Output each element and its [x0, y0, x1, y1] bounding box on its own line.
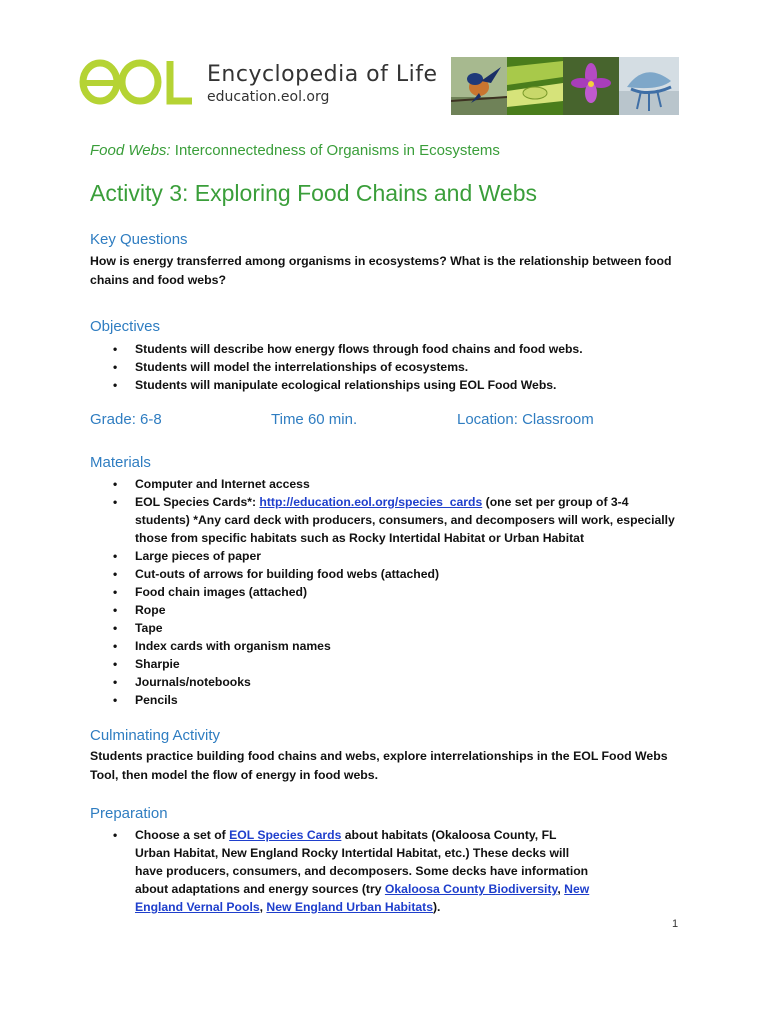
materials-heading: Materials — [90, 454, 151, 471]
activity-info-row — [90, 411, 690, 433]
key-questions-text: How is energy transferred among organisms in ecosystems? What is the relationship between food chains and food webs? — [90, 254, 672, 287]
grade-label: Grade: — [90, 411, 136, 428]
preparation-text: about habitats (Okaloosa County, FL Urban Habitat, New England Rocky Intertidal Habitat, etc.) These decks will have producers, consumers, and decomposers. Some decks have information about adaptations and energy sources (try — [135, 828, 589, 896]
time-value: 60 min. — [307, 411, 358, 428]
vernal-pools-link[interactable]: New England Vernal Pools — [135, 882, 590, 914]
location-info — [457, 411, 594, 428]
eol-logo — [78, 56, 194, 108]
preparation-text: , — [557, 882, 565, 896]
subtitle-italic: Food Webs: — [90, 142, 171, 159]
page-title: Activity 3: Exploring Food Chains and Webs — [90, 180, 538, 206]
swallow-photo — [451, 57, 507, 115]
preparation-text: , — [259, 900, 267, 914]
list-item — [90, 826, 590, 916]
preparation-list — [90, 826, 590, 916]
brand-title: Encyclopedia of Life — [207, 62, 438, 87]
materials-item-text: EOL Species Cards*: — [135, 495, 260, 509]
preparation-text: Choose a set of — [135, 828, 230, 842]
list-item: • Food chain images (attached) — [90, 583, 680, 601]
jellyfish-photo — [619, 57, 679, 115]
preparation-text: ). — [433, 900, 441, 914]
list-item: • Students will manipulate ecological relationships using EOL Food Webs. — [90, 376, 630, 394]
materials-item-text: (one set per group of 3-4 students) *Any card deck with producers, consumers, and decomposers will work, especially those from specific habitats such as Rocky Intertidal Habitat or Urban Habitat — [135, 495, 675, 545]
list-item: • Large pieces of paper — [90, 547, 680, 565]
location-label: Location: — [457, 411, 518, 428]
okaloosa-biodiversity-link[interactable]: Okaloosa County Biodiversity — [384, 882, 558, 896]
frog-photo — [507, 57, 563, 115]
objectives-heading: Objectives — [90, 318, 161, 335]
list-item: • Pencils — [90, 691, 680, 709]
urban-habitats-link[interactable]: New England Urban Habitats — [266, 900, 433, 914]
eol-species-cards-link[interactable]: EOL Species Cards — [229, 828, 342, 842]
list-item: • Journals/notebooks — [90, 673, 680, 691]
orchid-photo — [563, 57, 619, 115]
document-subtitle — [90, 142, 500, 159]
time-info — [271, 411, 357, 428]
header-photo-strip — [451, 57, 679, 115]
list-item: • Computer and Internet access — [90, 475, 680, 493]
culminating-heading: Culminating Activity — [90, 727, 221, 744]
list-item: • Students will describe how energy flows through food chains and food webs. — [90, 340, 630, 358]
subtitle-rest: Interconnectedness of Organisms in Ecosystems — [174, 142, 500, 159]
list-item: • Cut-outs of arrows for building food webs (attached) — [90, 565, 680, 583]
list-item: • Rope — [90, 601, 680, 619]
grade-info — [90, 411, 162, 428]
culminating-text: Students practice building food chains and webs, explore interrelationships in the EOL Food Webs Tool, then model the flow of energy in food webs. — [90, 749, 668, 782]
key-questions-heading: Key Questions — [90, 231, 188, 248]
grade-value: 6-8 — [140, 411, 162, 428]
objectives-list — [90, 340, 630, 394]
list-item: • Index cards with organism names — [90, 637, 680, 655]
list-item — [90, 493, 680, 547]
preparation-heading: Preparation — [90, 805, 168, 822]
list-item: • Sharpie — [90, 655, 680, 673]
page-header — [78, 56, 680, 118]
time-label: Time — [271, 411, 304, 428]
location-value: Classroom — [522, 411, 594, 428]
species-cards-link[interactable]: http://education.eol.org/species_cards — [259, 495, 483, 509]
list-item: • Tape — [90, 619, 680, 637]
materials-list — [90, 475, 680, 709]
page-number: 1 — [672, 918, 679, 930]
list-item: • Students will model the interrelationships of ecosystems. — [90, 358, 630, 376]
brand-url: education.eol.org — [207, 89, 330, 105]
